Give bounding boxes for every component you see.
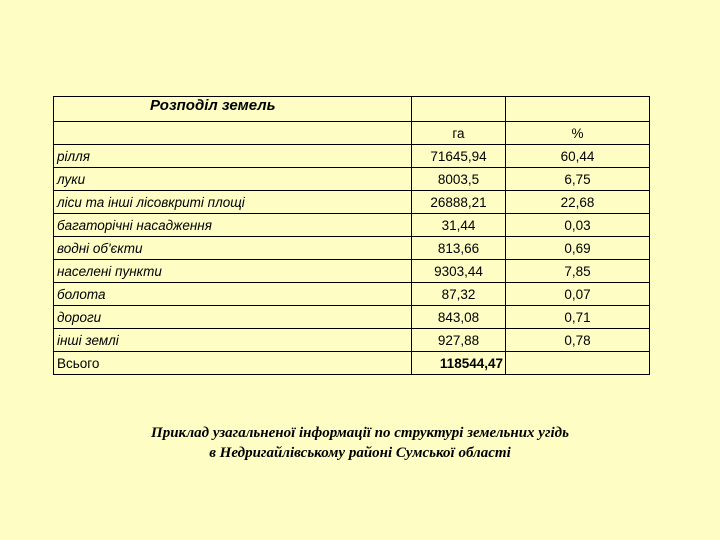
- row-ha: 87,32: [412, 283, 506, 306]
- row-percent: 22,68: [506, 191, 650, 214]
- table-row: [54, 329, 650, 352]
- table-row: [54, 191, 650, 214]
- table-row: [54, 214, 650, 237]
- table-row: [54, 260, 650, 283]
- row-ha: 8003,5: [412, 168, 506, 191]
- row-percent: 0,71: [506, 306, 650, 329]
- row-name: водні об'єкти: [54, 237, 412, 260]
- total-label: Всього: [54, 352, 412, 375]
- row-percent: 60,44: [506, 145, 650, 168]
- row-ha: 813,66: [412, 237, 506, 260]
- table-row: [54, 145, 650, 168]
- column-header-percent: %: [506, 122, 650, 145]
- row-ha: 9303,44: [412, 260, 506, 283]
- row-name: багаторічні насадження: [54, 214, 412, 237]
- row-name: ліси та інші лісовкриті площі: [54, 191, 412, 214]
- table-header-row: [54, 122, 650, 145]
- total-percent: [506, 352, 650, 375]
- row-percent: 7,85: [506, 260, 650, 283]
- row-name: інші землі: [54, 329, 412, 352]
- table-row: [54, 306, 650, 329]
- total-ha: 118544,47: [412, 352, 506, 375]
- row-ha: 71645,94: [412, 145, 506, 168]
- column-header-ha: га: [412, 122, 506, 145]
- row-percent: 0,03: [506, 214, 650, 237]
- row-ha: 31,44: [412, 214, 506, 237]
- row-percent: 6,75: [506, 168, 650, 191]
- caption: [40, 423, 680, 463]
- row-name: дороги: [54, 306, 412, 329]
- caption-line-1: Приклад узагальненої інформації по структурі земельних угідь: [151, 425, 569, 441]
- row-percent: 0,78: [506, 329, 650, 352]
- row-ha: 843,08: [412, 306, 506, 329]
- row-ha: 26888,21: [412, 191, 506, 214]
- land-distribution-table: [53, 96, 650, 375]
- caption-line-2: в Недригайлівському районі Сумської області: [209, 445, 511, 461]
- table-title: Розподіл земель: [54, 97, 412, 122]
- table-title-row: [54, 97, 650, 122]
- row-name: населені пункти: [54, 260, 412, 283]
- row-name: рілля: [54, 145, 412, 168]
- table-total-row: [54, 352, 650, 375]
- table-row: [54, 237, 650, 260]
- table-row: [54, 283, 650, 306]
- row-name: луки: [54, 168, 412, 191]
- row-percent: 0,69: [506, 237, 650, 260]
- row-percent: 0,07: [506, 283, 650, 306]
- row-name: болота: [54, 283, 412, 306]
- table-row: [54, 168, 650, 191]
- row-ha: 927,88: [412, 329, 506, 352]
